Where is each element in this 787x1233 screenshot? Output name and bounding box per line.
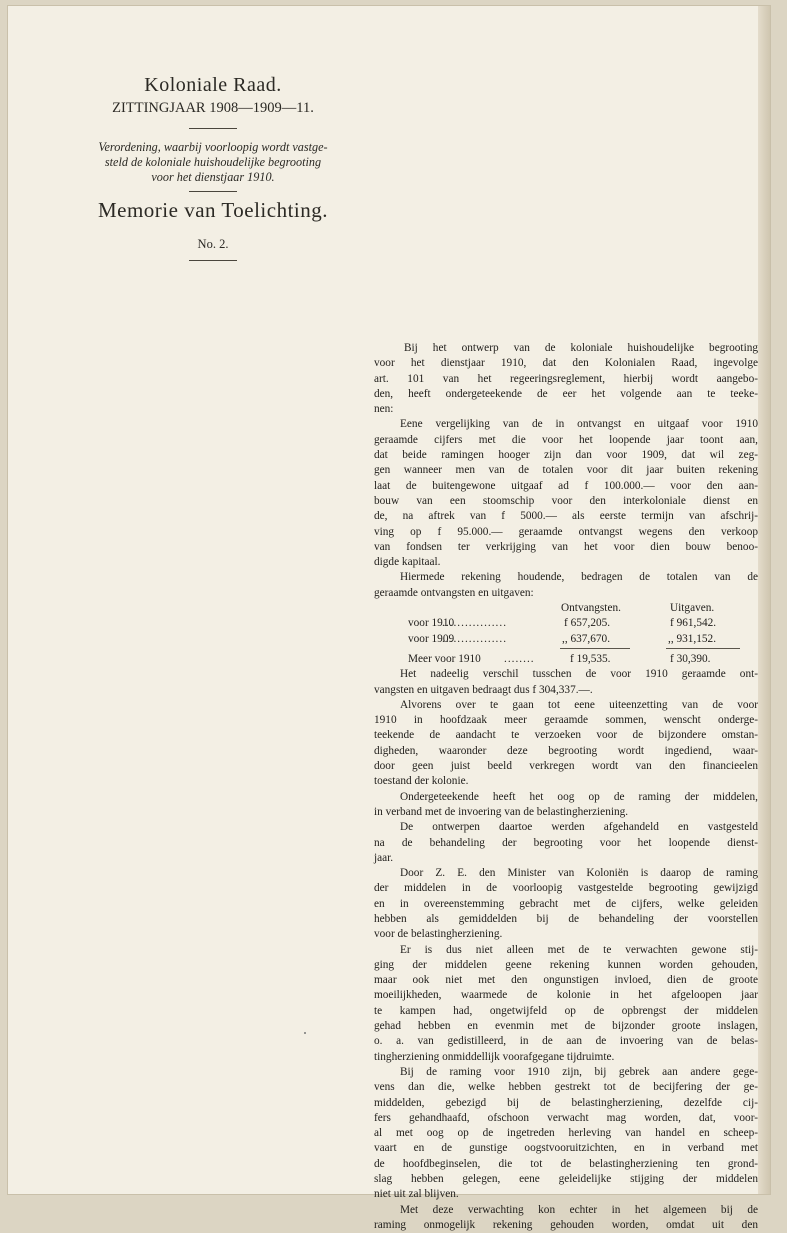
text-line: middelden, gebezigd bij de belastingherziening, dezelfde cij- bbox=[374, 1096, 758, 1109]
sum-rule bbox=[666, 648, 740, 649]
text-line: van fondsen ter verkrijging van het voor dien bouw benoo- bbox=[374, 540, 758, 553]
text-line: tingherziening onmiddellijk voorafgegane tijdruimte. bbox=[374, 1050, 615, 1063]
text-line: jaar. bbox=[374, 851, 394, 864]
document-number: No. 2. bbox=[197, 237, 229, 251]
text-line: na de behandeling der begrooting voor het loopende dienst- bbox=[374, 836, 758, 849]
document-page bbox=[8, 6, 770, 1231]
text-line: Hiermede rekening houdende, bedragen de totalen van de bbox=[400, 571, 758, 584]
text-line: te kampen had, ongetwijfeld op de opbrengst der middelen bbox=[374, 1004, 758, 1017]
text-line: Met deze verwachting kon echter in het algemeen bij de bbox=[400, 1203, 758, 1216]
text-line: vens dan die, welke hebben gestrekt tot de becijfering der ge- bbox=[374, 1081, 758, 1094]
text-line: der middelen in de voorloopig vastgestelde begrooting gewijzigd bbox=[374, 882, 758, 895]
text-line: geraamde cijfers met die voor het loopende jaar toont aan, bbox=[374, 433, 758, 446]
paragraph bbox=[374, 1203, 758, 1233]
document-type-title: Memorie van Toelichting. bbox=[97, 198, 328, 222]
cell-ontvangsten: ,, 637,670. bbox=[562, 632, 611, 645]
text-line: digde kapitaal. bbox=[374, 556, 441, 569]
text-line: moeilijkheden, waarmede de kolonie in het afgeloopen jaar bbox=[374, 989, 758, 1002]
paragraph bbox=[374, 667, 758, 698]
text-line: en in overeenstemming gebracht met de cijfers, welke geleiden bbox=[374, 897, 758, 910]
text-line: voor het dienstjaar 1910, dat den Kolonialen Raad, ingevolge bbox=[374, 357, 758, 370]
document-header bbox=[68, 74, 358, 272]
table-row bbox=[374, 632, 758, 647]
table-total-row bbox=[374, 652, 758, 667]
text-line: Door Z. E. den Minister van Koloniën is daarop de raming bbox=[400, 867, 758, 880]
text-line: bouw van een stoomschip voor den interkoloniale dienst en bbox=[374, 494, 758, 507]
text-line: De ontwerpen daartoe werden afgehandeld en vastgesteld bbox=[400, 821, 758, 834]
text-line: raming onmogelijk rekening gehouden worden, omdat uit den bbox=[374, 1218, 758, 1231]
cell-ontvangsten: f 19,535. bbox=[570, 652, 611, 665]
text-line: laat de buitengewone uitgaaf ad f 100.000.— voor den aan- bbox=[374, 479, 758, 492]
subject-line: voor het dienstjaar 1910. bbox=[151, 170, 275, 184]
text-line: in verband met de invoering van de belastingherziening. bbox=[374, 805, 629, 818]
row-label: voor 1910 bbox=[408, 617, 455, 630]
leader-dots: ................. bbox=[442, 632, 508, 645]
text-line: vaart en de gunstige oogstvooruitzichten, en in verband met bbox=[374, 1142, 758, 1155]
text-line: de, na aftrek van f 5000.— als eerste termijn van afschrij- bbox=[374, 510, 758, 523]
subject-block bbox=[68, 140, 358, 185]
text-line: maar ook niet met den ongunstigen invloed, dien de groote bbox=[374, 974, 758, 987]
text-line: Bij de raming voor 1910 zijn, bij gebrek aan andere gege- bbox=[400, 1065, 758, 1078]
text-line: slag hebben gelegen, eene geleidelijke stijging der middelen bbox=[374, 1173, 758, 1186]
text-line: Er is dus niet alleen met de te verwachten gewone stij- bbox=[400, 943, 758, 956]
paragraph bbox=[374, 570, 758, 601]
column-header-ontvangsten: Ontvangsten. bbox=[561, 602, 621, 615]
cell-uitgaven: ,, 931,152. bbox=[668, 632, 717, 645]
divider bbox=[189, 191, 237, 192]
paragraph bbox=[374, 341, 758, 417]
session-year: ZITTINGJAAR 1908—1909—11. bbox=[112, 100, 314, 116]
row-label: voor 1909 bbox=[408, 632, 455, 645]
speck bbox=[304, 1032, 306, 1034]
paragraph bbox=[374, 790, 758, 821]
paragraph bbox=[374, 698, 758, 790]
text-line: gehad hebben en evenmin met de bijzonder groote inslagen, bbox=[374, 1020, 758, 1033]
text-line: 1910 in hoofdzaak meer geraamde sommen, wenscht onderge- bbox=[374, 714, 758, 727]
text-line: door geen juist beeld verkregen wordt van den financieelen bbox=[374, 760, 758, 773]
text-line: ging der middelen geene rekening kunnen worden gehouden, bbox=[374, 958, 758, 971]
cell-uitgaven: f 30,390. bbox=[670, 652, 711, 665]
text-line: Bij het ontwerp van de koloniale huishoudelijke begrooting bbox=[404, 342, 758, 354]
page-edge bbox=[758, 6, 770, 1194]
text-line: den, heeft ondergeteekende de eer het volgende aan te teeke- bbox=[374, 387, 758, 400]
text-line: geraamde ontvangsten en uitgaven: bbox=[374, 586, 534, 599]
text-line: teekende de aandacht te verzoeken voor de bijzondere omstan- bbox=[374, 729, 758, 742]
leader-dots: ........ bbox=[504, 652, 535, 665]
row-label: Meer voor 1910 bbox=[408, 652, 481, 665]
council-title: Koloniale Raad. bbox=[144, 74, 282, 96]
text-line: digheden, waaronder deze begrooting wordt ingediend, waar- bbox=[374, 744, 758, 757]
column-header-uitgaven: Uitgaven. bbox=[670, 602, 715, 615]
text-line: Het nadeelig verschil tusschen de voor 1910 geraamde ont- bbox=[400, 668, 758, 681]
text-line: niet uit zal blijven. bbox=[374, 1188, 459, 1201]
sum-rule bbox=[560, 648, 630, 649]
text-line: al met oog op de ingetreden herleving van handel en scheep- bbox=[374, 1127, 758, 1140]
text-line: vangsten en uitgaven bedraagt dus f 304,337.—. bbox=[374, 683, 593, 696]
subject-line: Verordening, waarbij voorloopig wordt vastge- bbox=[98, 140, 328, 154]
text-line: Ondergeteekende heeft het oog op de raming der middelen, bbox=[400, 790, 758, 803]
text-line: de hoofdbeginselen, die tot de belastingherziening ten grond- bbox=[374, 1157, 758, 1170]
text-line: Eene vergelijking van de in ontvangst en uitgaaf voor 1910 bbox=[400, 418, 758, 431]
cell-uitgaven: f 961,542. bbox=[670, 617, 717, 630]
text-line: toestand der kolonie. bbox=[374, 775, 469, 788]
text-line: art. 101 van het regeeringsreglement, hierbij wordt aangebo- bbox=[374, 372, 758, 385]
text-line: ving op f 95.000.— geraamde ontvangst wegens den verkoop bbox=[374, 525, 758, 538]
paragraph bbox=[374, 1065, 758, 1203]
divider bbox=[189, 260, 237, 261]
leader-dots: ................. bbox=[442, 617, 508, 630]
paragraph bbox=[374, 820, 758, 866]
paragraph bbox=[374, 943, 758, 1065]
cell-ontvangsten: f 657,205. bbox=[564, 617, 611, 630]
text-line: o. a. van gedistilleerd, in de aan de invoering van de belas- bbox=[374, 1035, 758, 1048]
text-line: fers gehandhaafd, ofschoon verwacht mag worden, dat, voor- bbox=[374, 1111, 758, 1124]
text-line: hebben als gemiddelden bij de behandeling der voorstellen bbox=[374, 912, 758, 925]
totals-table bbox=[374, 601, 758, 667]
divider bbox=[189, 128, 237, 129]
body-text bbox=[374, 341, 758, 1233]
text-line: gen wanneer men van de totalen voor dit jaar buiten rekening bbox=[374, 464, 758, 477]
paragraph bbox=[374, 866, 758, 942]
paragraph bbox=[374, 417, 758, 570]
text-line: Alvorens over te gaan tot eene uiteenzetting van de voor bbox=[400, 698, 758, 711]
text-line: voor de belastingherziening. bbox=[374, 928, 503, 941]
table-header-row bbox=[374, 601, 758, 616]
table-row bbox=[374, 616, 758, 631]
text-line: dat beide ramingen hooger zijn dan voor 1909, dat wil zeg- bbox=[374, 449, 758, 462]
subject-line: steld de koloniale huishoudelijke begrooting bbox=[104, 155, 322, 169]
text-line: nen: bbox=[374, 403, 394, 416]
